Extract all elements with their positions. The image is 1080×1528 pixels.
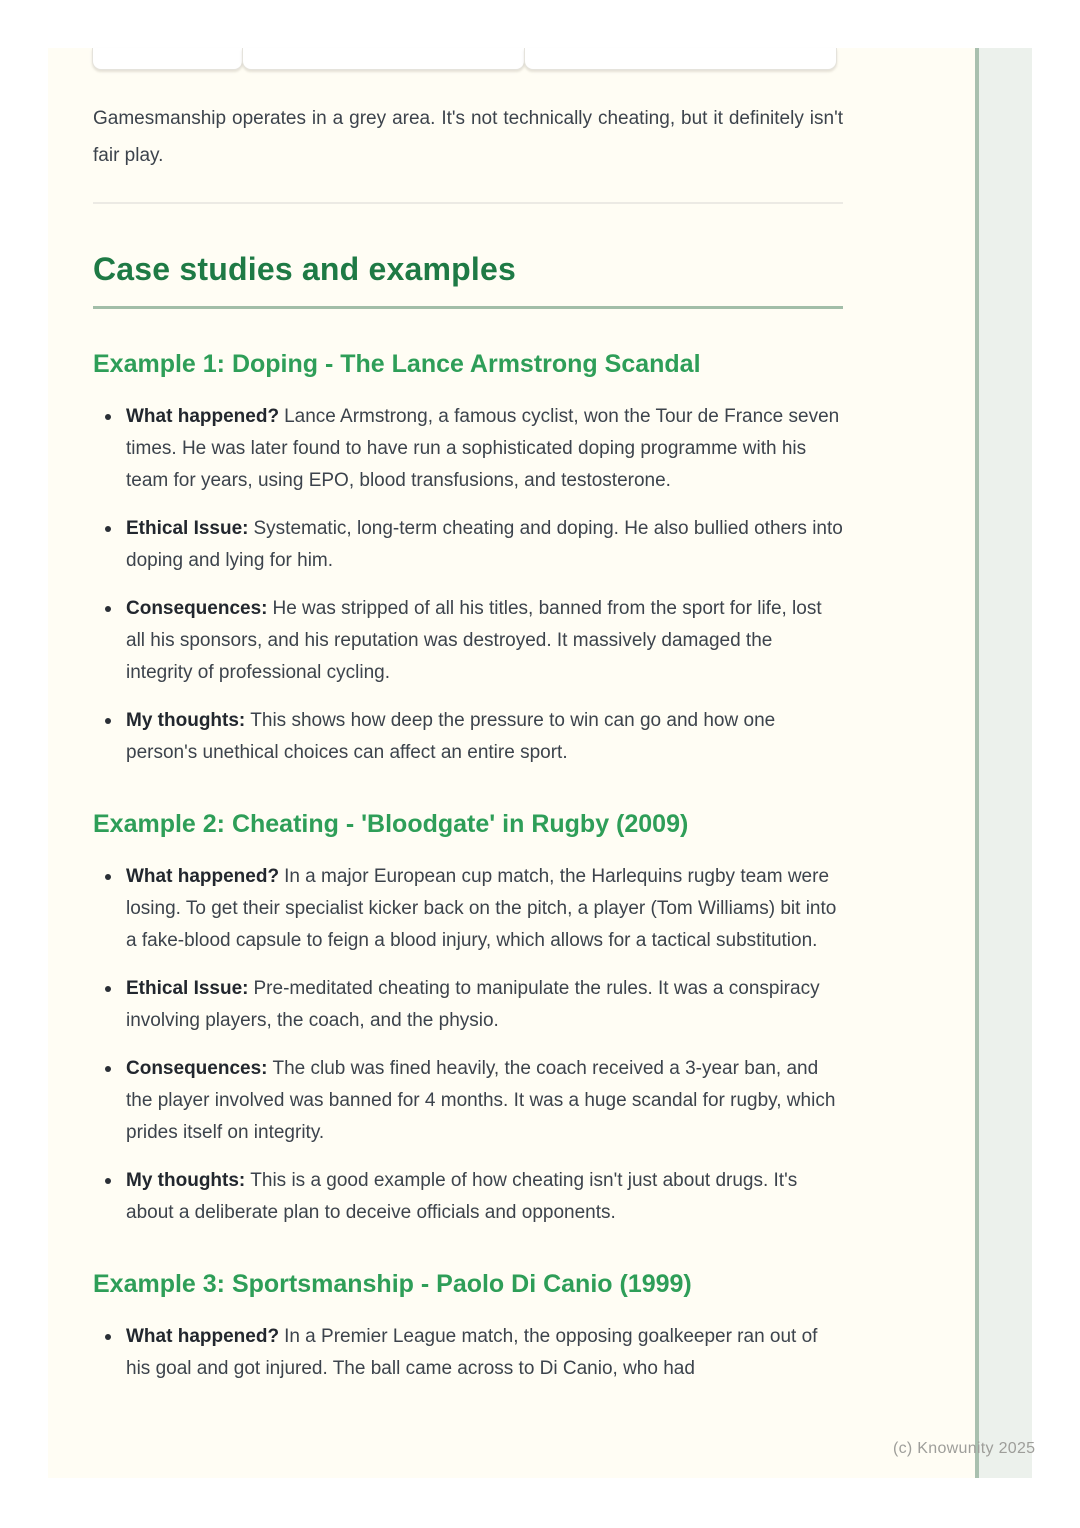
bullet-dot-icon bbox=[105, 1334, 111, 1340]
copyright-watermark: (c) Knowunity 2025 bbox=[893, 1440, 1036, 1457]
list-item bbox=[93, 1321, 843, 1385]
bullet-label: What happened? bbox=[126, 866, 280, 887]
bullet-text: In a Premier League match, the opposing goalkeeper ran out of his goal and got injured. The ball came across to Di Canio, who had bbox=[126, 1326, 818, 1379]
list-item bbox=[93, 861, 843, 957]
list-item bbox=[93, 401, 843, 497]
example-3-heading: Example 3: Sportsmanship - Paolo Di Canio (1999) bbox=[93, 1270, 692, 1298]
bullet-dot-icon bbox=[105, 1066, 111, 1072]
bullet-label: What happened? bbox=[126, 1326, 280, 1347]
list-item bbox=[93, 1053, 843, 1149]
list-item bbox=[93, 705, 843, 769]
document-body bbox=[93, 0, 843, 1401]
bullet-text: This shows how deep the pressure to win can go and how one person's unethical choices can affect an entire sport. bbox=[126, 710, 776, 763]
bullet-dot-icon bbox=[105, 526, 111, 532]
example-2-heading: Example 2: Cheating - 'Bloodgate' in Rugby (2009) bbox=[93, 810, 689, 838]
bullet-text: Systematic, long-term cheating and doping. He also bullied others into doping and lying for him. bbox=[126, 518, 843, 571]
list-item bbox=[93, 593, 843, 689]
example-3-list bbox=[93, 1321, 843, 1385]
bullet-label: Consequences: bbox=[126, 1058, 268, 1079]
bullet-text: Pre-meditated cheating to manipulate the rules. It was a conspiracy involving players, the coach, and the physio. bbox=[126, 978, 820, 1031]
list-item bbox=[93, 973, 843, 1037]
bullet-dot-icon bbox=[105, 1178, 111, 1184]
bullet-text: Lance Armstrong, a famous cyclist, won the Tour de France seven times. He was later found to have run a sophisticated doping programme with his team for years, using EPO, blood transfusions, and testosterone. bbox=[126, 406, 840, 491]
example-1-list bbox=[93, 401, 843, 769]
bullet-text: He was stripped of all his titles, banned from the sport for life, lost all his sponsors, and his reputation was destroyed. It massively damaged the integrity of professional cycling. bbox=[126, 598, 822, 683]
bullet-label: My thoughts: bbox=[126, 1170, 246, 1191]
bullet-dot-icon bbox=[105, 606, 111, 612]
bullet-label: Consequences: bbox=[126, 598, 268, 619]
bullet-label: Ethical Issue: bbox=[126, 518, 249, 539]
bullet-dot-icon bbox=[105, 718, 111, 724]
bullet-text: In a major European cup match, the Harlequins rugby team were losing. To get their specialist kicker back on the pitch, a player (Tom Williams) bit into a fake-blood capsule to feign a blood injury, which allows for a tactical substitution. bbox=[126, 866, 837, 951]
bullet-dot-icon bbox=[105, 874, 111, 880]
bullet-label: My thoughts: bbox=[126, 710, 246, 731]
example-2-list bbox=[93, 861, 843, 1229]
list-item bbox=[93, 513, 843, 577]
side-rail-border bbox=[975, 48, 979, 1478]
section-title: Case studies and examples bbox=[93, 251, 516, 287]
bullet-text: This is a good example of how cheating isn't just about drugs. It's about a deliberate plan to deceive officials and opponents. bbox=[126, 1170, 798, 1223]
intro-paragraph: Gamesmanship operates in a grey area. It's not technically cheating, but it definitely isn't fair play. bbox=[93, 108, 843, 166]
bullet-dot-icon bbox=[105, 986, 111, 992]
bullet-text: The club was fined heavily, the coach received a 3-year ban, and the player involved was banned for 4 months. It was a huge scandal for rugby, which prides itself on integrity. bbox=[126, 1058, 836, 1143]
example-1-heading: Example 1: Doping - The Lance Armstrong Scandal bbox=[93, 350, 701, 378]
bullet-label: What happened? bbox=[126, 406, 280, 427]
bullet-dot-icon bbox=[105, 414, 111, 420]
side-rail-panel bbox=[979, 48, 1032, 1478]
horizontal-divider bbox=[93, 202, 843, 204]
list-item bbox=[93, 1165, 843, 1229]
bullet-label: Ethical Issue: bbox=[126, 978, 249, 999]
section-title-underline bbox=[93, 306, 843, 309]
